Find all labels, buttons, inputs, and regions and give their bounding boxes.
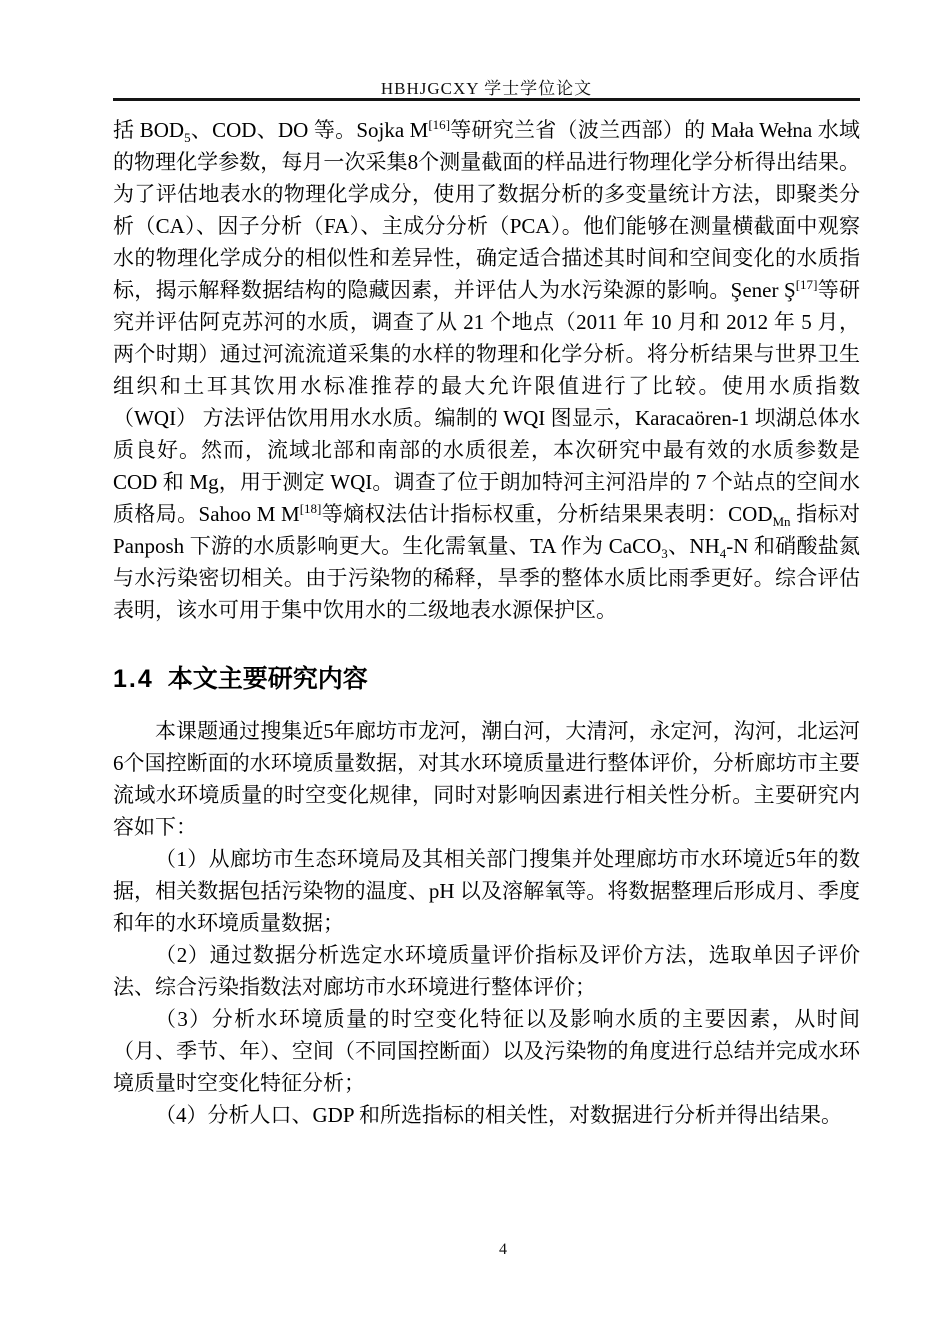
header-rule bbox=[113, 98, 860, 101]
research-item-3: （3）分析水环境质量的时空变化特征以及影响水质的主要因素，从时间（月、季节、年）、空间（不同国控断面）以及污染物的角度进行总结并完成水环境质量时空变化特征分析； bbox=[113, 1007, 860, 1095]
section-title: 本文主要研究内容 bbox=[167, 665, 368, 693]
page-header-title: HBHJGCXY 学士学位论文 bbox=[380, 79, 593, 98]
section-number: 1.4 bbox=[113, 665, 154, 693]
research-item-2: （2）通过数据分析选定水环境质量评价指标及评价方法，选取单因子评价法、综合污染指数法对廊坊市水环境进行整体评价； bbox=[113, 943, 860, 999]
paragraph-research-overview: 本课题通过搜集近5年廊坊市龙河，潮白河，大清河，永定河，沟河，北运河6个国控断面的水环境质量数据，对其水环境质量进行整体评价，分析廊坊市主要流域水环境质量的时空变化规律，同时对影响因素进行相关性分析。主要研究内容如下： bbox=[113, 719, 860, 839]
research-item-1: （1）从廊坊市生态环境局及其相关部门搜集并处理廊坊市水环境近5年的数据，相关数据包括污染物的温度、pH 以及溶解氧等。将数据整理后形成月、季度和年的水环境质量数据； bbox=[113, 847, 860, 935]
section-heading bbox=[113, 661, 860, 697]
research-item-4: （4）分析人口、GDP 和所选指标的相关性，对数据进行分析并得出结果。 bbox=[155, 1103, 842, 1127]
paragraph-literature-review: 括 $BOD_5$、COD、DO 等。Sojka M[16]等研究兰省（波兰西部）的 Mała Wełna 水域的物理化学参数，每月一次采集8个测量截面的样品进行物理化学分析得出结果。为了评估地表水的物理化学成分，使用了数据分析的多变量统计方法，即聚类分析（CA）、因子分析（FA）、主成分分析（PCA）。他们能够在测量横截面中观察水的物理化学成分的相似性和差异性，确定适合描述其时间和空间变化的水质指标，揭示解释数据结构的隐藏因素，并评估人为水污染源的影响。Şener Ş[17]等研究并评估阿克苏河的水质，调查了从 21 个地点（2011 年 10 月和 2012 年 5 月，两个时期）通过河流流道采集的水样的物理和化学分析。将分析结果与世界卫生组织和土耳其饮用水标准推荐的最大允许限值进行了比较。使用水质指数 （WQI） 方法评估饮用用水水质。编制的 WQI 图显示，Karacaören-1 坝湖总体水质良好。然而，流域北部和南部的水质很差，本次研究中最有效的水质参数是 COD 和 Mg，用于测定 WQI。调查了位于朗加特河主河沿岸的 7 个站点的空间水质格局。Sahoo M M[18]等熵权法估计指标权重，分析结果果表明：$COD_{Mn}$ 指标对 Panposh 下游的水质影响更大。生化需氧量、TA 作为 CaCO$_3$、$NH_4-N$ 和硝酸盐氮与水污染密切相关。由于污染物的稀释，旱季的整体水质比雨季更好。综合评估表明，该水可用于集中饮用水的二级地表水源保护区。 bbox=[113, 117, 861, 622]
page-number: 4 bbox=[499, 1241, 507, 1258]
document-body bbox=[113, 114, 860, 1131]
